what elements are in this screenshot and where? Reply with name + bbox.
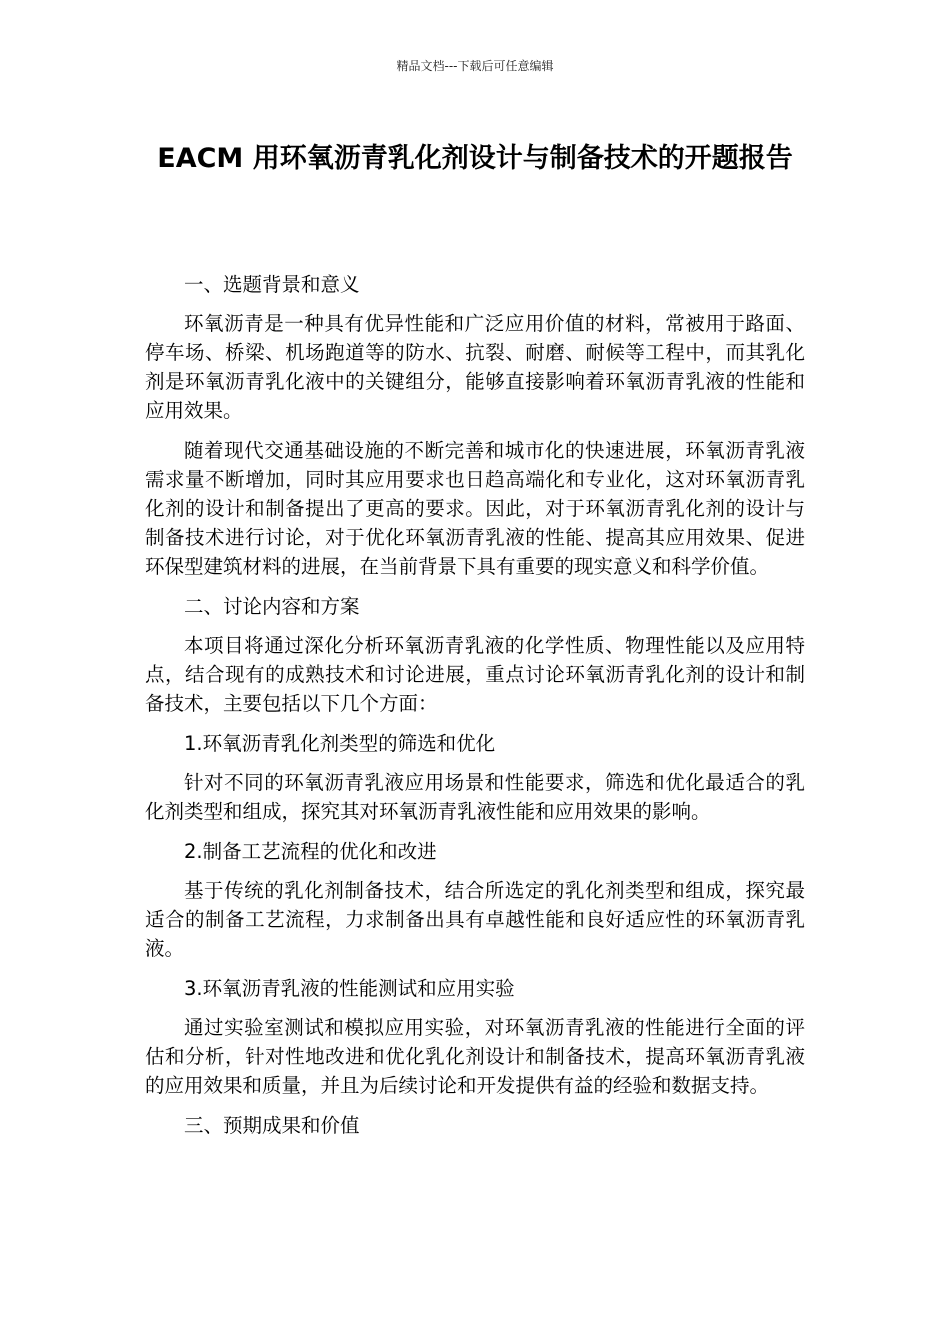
paragraph-background-1: 环氧沥青是一种具有优异性能和广泛应用价值的材料，常被用于路面、停车场、桥梁、机场跑道等的防水、抗裂、耐磨、耐候等工程中，而其乳化剂是环氧沥青乳化液中的关键组分，能够直接影响着环氧沥青乳液的性能和应用效果。 [145,312,805,422]
paragraph-content-intro: 本项目将通过深化分析环氧沥青乳液的化学性质、物理性能以及应用特点，结合现有的成熟技术和讨论进展，重点讨论环氧沥青乳化剂的设计和制备技术，主要包括以下几个方面： [145,634,805,715]
section-heading-expected-results: 三、预期成果和价值 [184,1114,360,1137]
subheading-emulsifier-selection: 1.环氧沥青乳化剂类型的筛选和优化 [184,732,496,755]
document-body [145,270,805,1150]
section-heading-content: 二、讨论内容和方案 [184,595,360,618]
document-header-note: 精品文档---下载后可任意编辑 [396,59,554,73]
paragraph-emulsifier-selection: 针对不同的环氧沥青乳液应用场景和性能要求，筛选和优化最适合的乳化剂类型和组成，探究其对环氧沥青乳液性能和应用效果的影响。 [145,771,805,823]
paragraph-background-2: 随着现代交通基础设施的不断完善和城市化的快速进展，环氧沥青乳液需求量不断增加，同时其应用要求也日趋高端化和专业化，这对环氧沥青乳化剂的设计和制备提出了更高的要求。因此，对于环氧沥青乳化剂的设计与制备技术进行讨论，对于优化环氧沥青乳液的性能、提高其应用效果、促进环保型建筑材料的进展，在当前背景下具有重要的现实意义和科学价值。 [145,439,805,578]
paragraph-process-optimization: 基于传统的乳化剂制备技术，结合所选定的乳化剂类型和组成，探究最适合的制备工艺流程，力求制备出具有卓越性能和良好适应性的环氧沥青乳液。 [145,879,805,960]
subheading-performance-testing: 3.环氧沥青乳液的性能测试和应用实验 [184,977,515,1000]
subheading-process-optimization: 2.制备工艺流程的优化和改进 [184,840,437,863]
section-heading-background: 一、选题背景和意义 [184,273,360,296]
paragraph-performance-testing: 通过实验室测试和模拟应用实验，对环氧沥青乳液的性能进行全面的评估和分析，针对性地改进和优化乳化剂设计和制备技术，提高环氧沥青乳液的应用效果和质量，并且为后续讨论和开发提供有益的经验和数据支持。 [145,1016,805,1097]
document-title: EACM 用环氧沥青乳化剂设计与制备技术的开题报告 [157,143,793,174]
